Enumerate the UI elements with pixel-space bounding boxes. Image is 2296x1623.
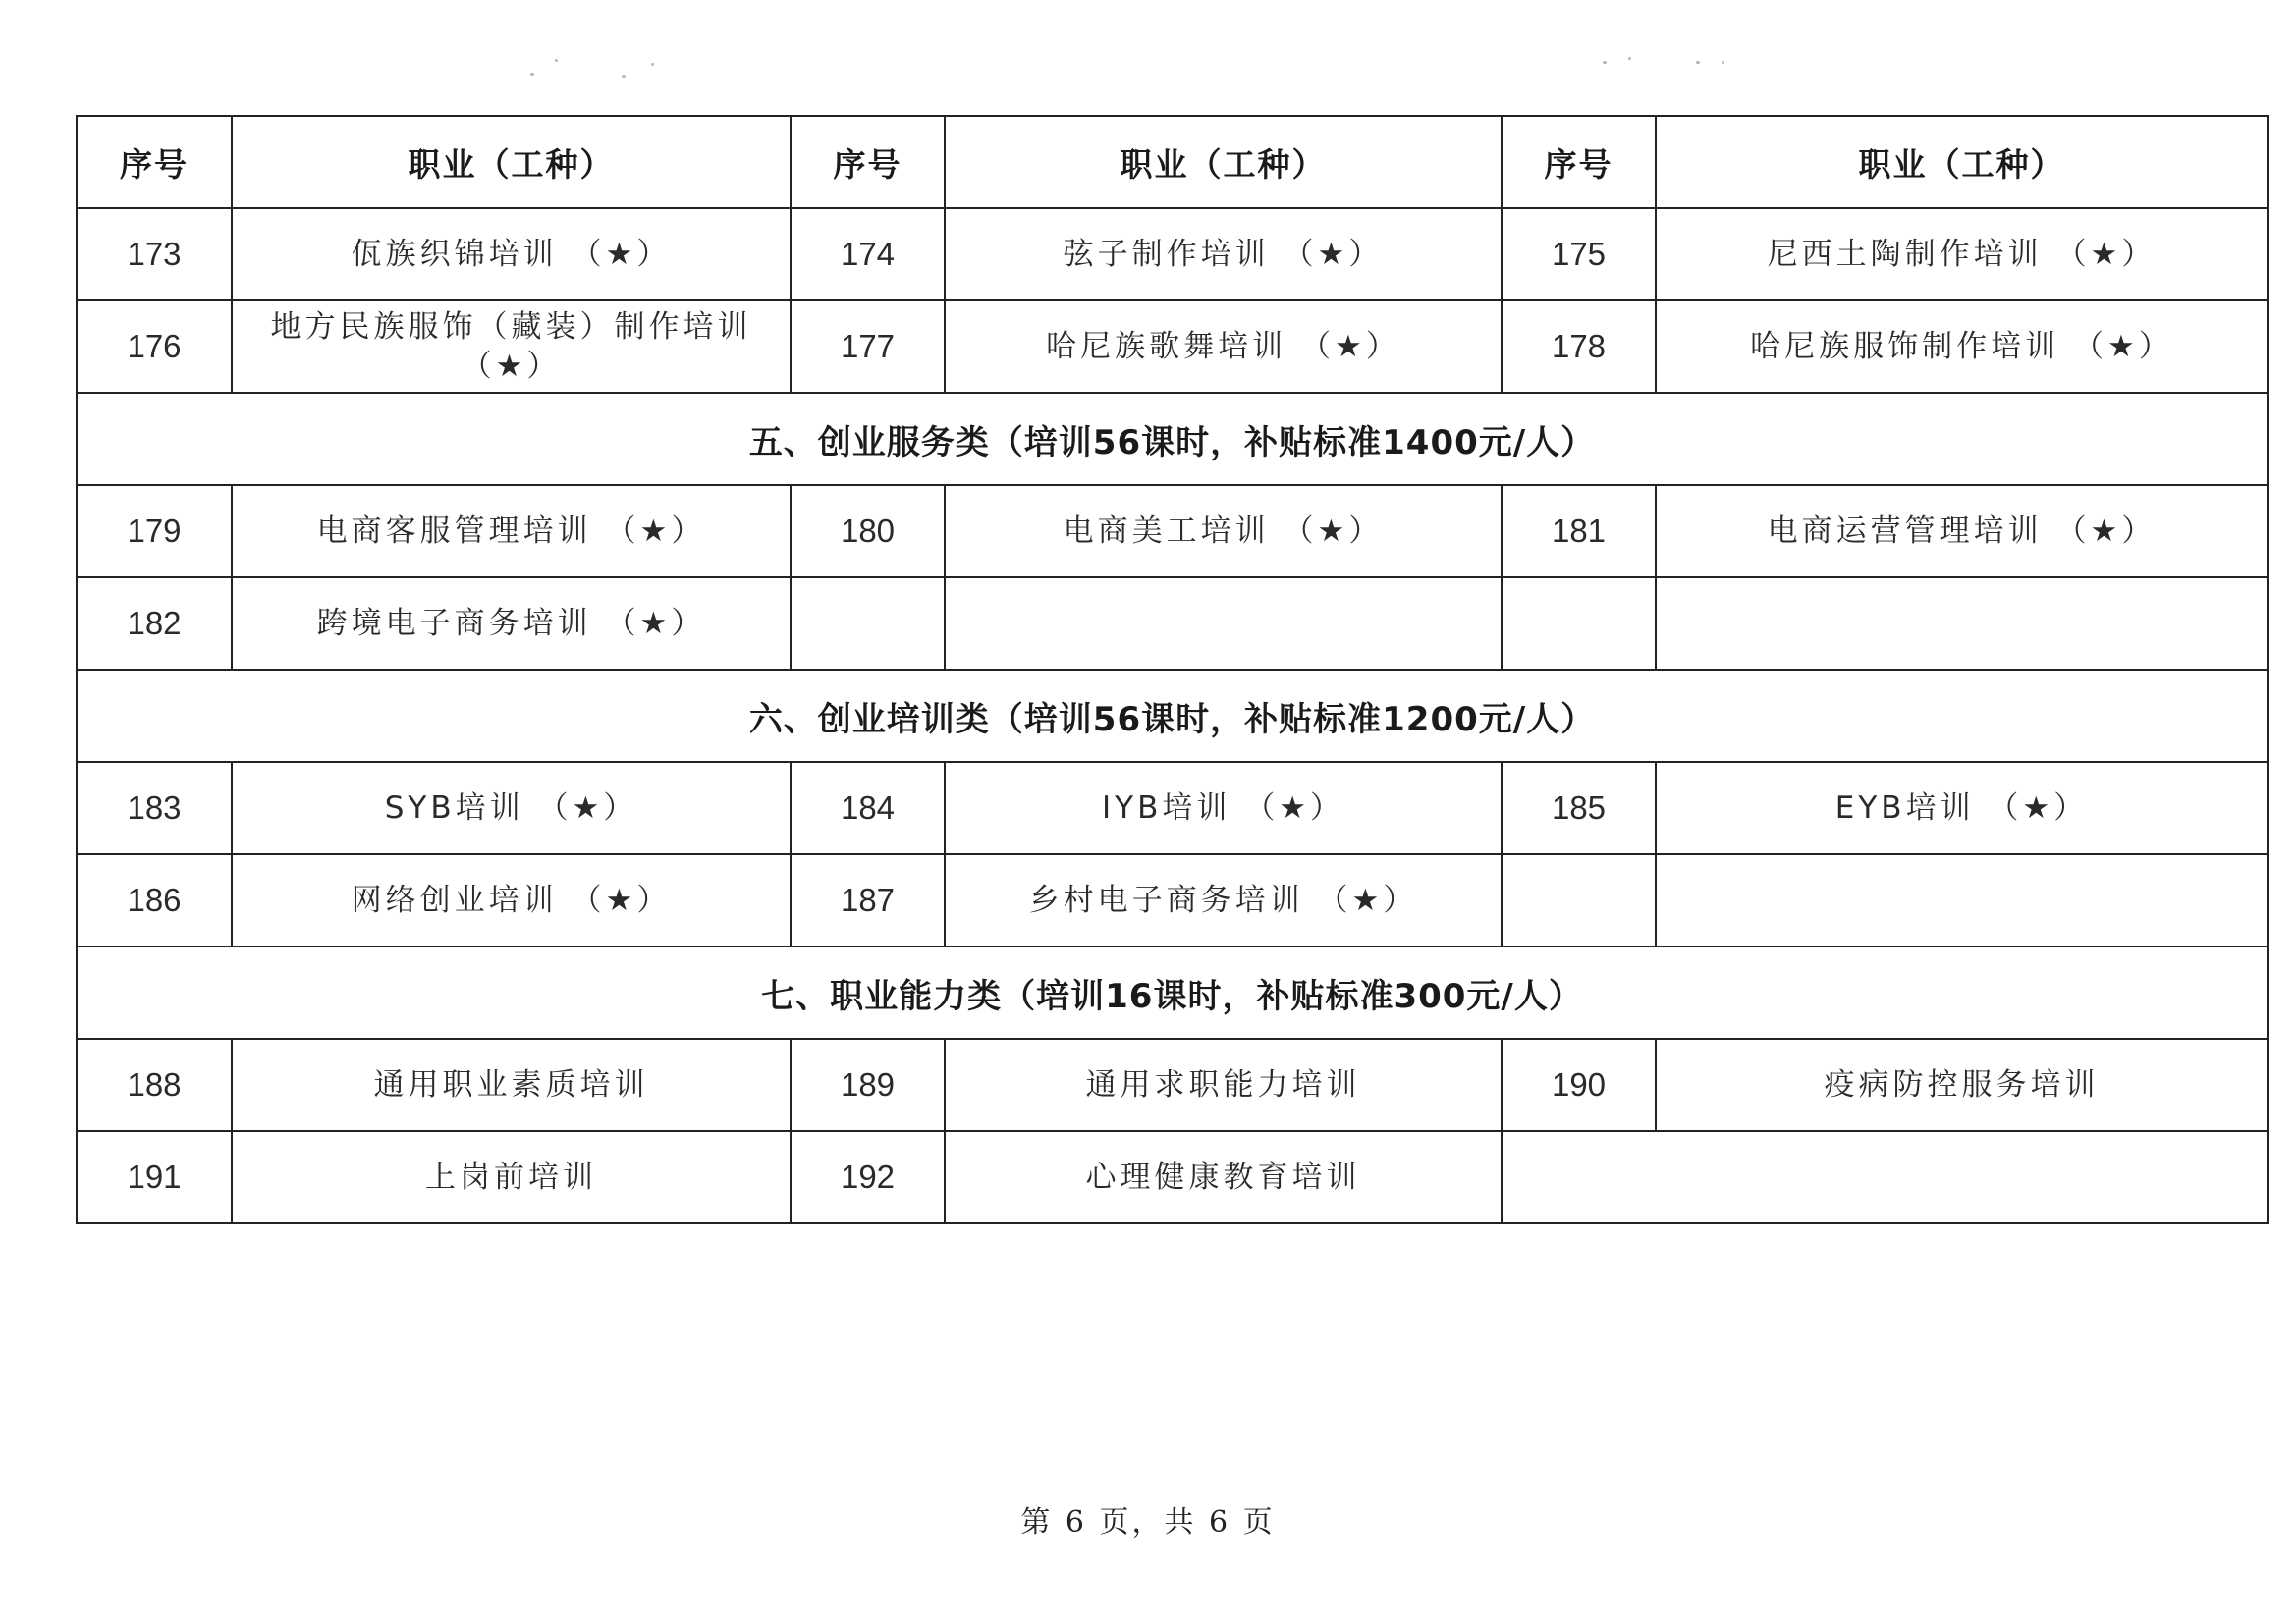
seq-number: 191 xyxy=(77,1131,232,1223)
seq-number: 177 xyxy=(791,300,945,393)
scan-speck xyxy=(530,73,534,76)
scan-speck xyxy=(1696,61,1700,64)
seq-number xyxy=(791,577,945,670)
section-title: 七、职业能力类（培训16课时，补贴标准300元/人） xyxy=(77,947,2268,1039)
seq-number: 192 xyxy=(791,1131,945,1223)
occupation-name: 地方民族服饰（藏装）制作培训（★） xyxy=(232,300,791,393)
occupation-name: 电商客服管理培训 （★） xyxy=(232,485,791,577)
seq-number: 185 xyxy=(1502,762,1656,854)
seq-number: 188 xyxy=(77,1039,232,1131)
table-row xyxy=(77,208,2268,300)
occupation-name: 尼西土陶制作培训 （★） xyxy=(1656,208,2268,300)
seq-number: 178 xyxy=(1502,300,1656,393)
section-row xyxy=(77,670,2268,762)
occupation-name: 上岗前培训 xyxy=(232,1131,791,1223)
header-seq: 序号 xyxy=(791,116,945,208)
occupation-name: 佤族织锦培训 （★） xyxy=(232,208,791,300)
table-row xyxy=(77,1131,2268,1223)
seq-number: 181 xyxy=(1502,485,1656,577)
occupation-name: 跨境电子商务培训 （★） xyxy=(232,577,791,670)
occupation-name: 电商美工培训 （★） xyxy=(945,485,1502,577)
scan-speck xyxy=(651,63,654,66)
occupation-name: IYB培训 （★） xyxy=(945,762,1502,854)
occupation-name: 哈尼族歌舞培训 （★） xyxy=(945,300,1502,393)
seq-number xyxy=(1502,854,1656,947)
occupation-name: 心理健康教育培训 xyxy=(945,1131,1502,1223)
section-title: 六、创业培训类（培训56课时，补贴标准1200元/人） xyxy=(77,670,2268,762)
occupation-table xyxy=(76,115,2269,1224)
header-seq: 序号 xyxy=(77,116,232,208)
seq-number: 179 xyxy=(77,485,232,577)
section-row xyxy=(77,947,2268,1039)
occupation-name: 哈尼族服饰制作培训 （★） xyxy=(1656,300,2268,393)
scan-speck xyxy=(1628,57,1631,60)
table-header-row xyxy=(77,116,2268,208)
header-seq: 序号 xyxy=(1502,116,1656,208)
seq-number: 175 xyxy=(1502,208,1656,300)
occupation-name xyxy=(945,577,1502,670)
seq-number xyxy=(1502,577,1656,670)
table-row xyxy=(77,485,2268,577)
occupation-name: EYB培训 （★） xyxy=(1656,762,2268,854)
scan-speck xyxy=(622,75,626,78)
occupation-name: 电商运营管理培训 （★） xyxy=(1656,485,2268,577)
occupation-name xyxy=(1656,854,2268,947)
table-row xyxy=(77,300,2268,393)
occupation-name: SYB培训 （★） xyxy=(232,762,791,854)
table-row xyxy=(77,762,2268,854)
table-body xyxy=(77,208,2268,1223)
occupation-name: 疫病防控服务培训 xyxy=(1656,1039,2268,1131)
seq-number: 190 xyxy=(1502,1039,1656,1131)
seq-number: 182 xyxy=(77,577,232,670)
seq-number: 183 xyxy=(77,762,232,854)
table-row xyxy=(77,577,2268,670)
page-number: 第 6 页，共 6 页 xyxy=(1020,1505,1276,1540)
header-job: 职业（工种） xyxy=(945,116,1502,208)
section-title: 五、创业服务类（培训56课时，补贴标准1400元/人） xyxy=(77,393,2268,485)
section-row xyxy=(77,393,2268,485)
seq-number: 187 xyxy=(791,854,945,947)
scan-speck xyxy=(555,59,558,62)
seq-number: 184 xyxy=(791,762,945,854)
occupation-name: 通用职业素质培训 xyxy=(232,1039,791,1131)
scan-speck xyxy=(1722,61,1724,64)
header-job: 职业（工种） xyxy=(1656,116,2268,208)
header-job: 职业（工种） xyxy=(232,116,791,208)
seq-number: 189 xyxy=(791,1039,945,1131)
table-row xyxy=(77,854,2268,947)
occupation-name: 网络创业培训 （★） xyxy=(232,854,791,947)
scan-speck xyxy=(1603,61,1607,64)
seq-number: 174 xyxy=(791,208,945,300)
occupation-name: 弦子制作培训 （★） xyxy=(945,208,1502,300)
seq-number: 180 xyxy=(791,485,945,577)
seq-number: 176 xyxy=(77,300,232,393)
occupation-name xyxy=(1656,577,2268,670)
empty-cell xyxy=(1502,1131,2268,1223)
occupation-name: 乡村电子商务培训 （★） xyxy=(945,854,1502,947)
occupation-name: 通用求职能力培训 xyxy=(945,1039,1502,1131)
seq-number: 186 xyxy=(77,854,232,947)
seq-number: 173 xyxy=(77,208,232,300)
table-row xyxy=(77,1039,2268,1131)
